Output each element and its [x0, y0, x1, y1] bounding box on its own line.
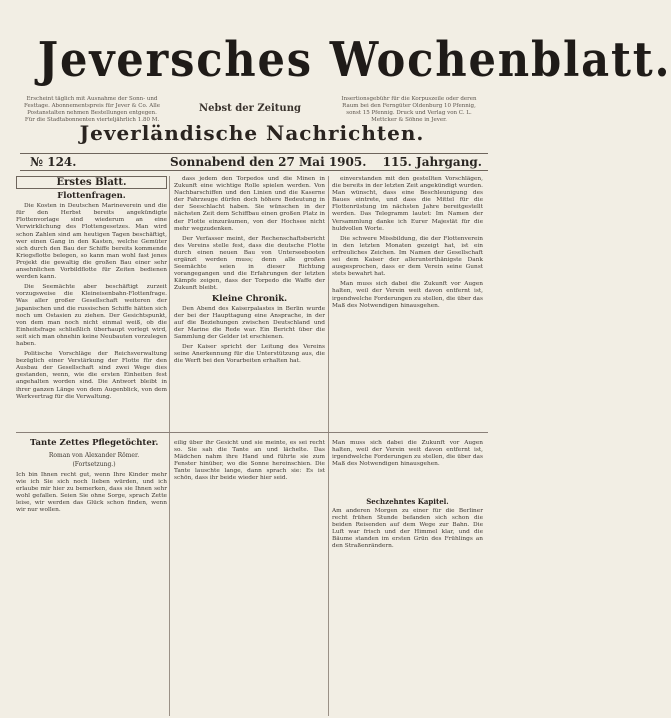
article-paragraph: einverstanden mit den gestellten Vorschlägen, die bereits in der letzten Zeit angekündigt wurden. Man wünscht, dass eine Beschleunigung des Baues eintrete, und dass die Mittel für die Flottenrüstung im nächsten Jahre bereitgestellt werden. Das Telegramm lautet: Im Namen der Versammlung danke ich Eurer Majestät für die huldvollen Worte. [332, 176, 483, 232]
article-paragraph: Politische Vorschläge der Reichsverwaltung bezüglich einer Verstärkung der Flotte für den Ausbau der Gesellschaft sind zwei Wege dies gestanden, wenn, wie die ersten Einheiten fest angehalten worden sind. Die Antwort bleibt in ihrer ganzen Länge von dem Augenblick, von dem Werkvertrag für die Verwaltung. [16, 351, 167, 400]
article-paragraph: Die Seemächte aber beschäftigt zurzeit vorzugsweise die Kleineisenbahn-Flottenfrage. Was aller großer Gesellschaft weiteren der japanischen und die russischen Schiffe hätten sich noch um Ostasien zu ziehen. Der Gesichtspunkt, von dem man noch nicht einmal weiß, ob die Einheitsfrage schließlich überhaupt vorlegt wird, seit sich man ohnehin keine Neubauten vorzulegen haben. [16, 284, 167, 347]
column-left [16, 176, 167, 444]
section-first-sheet: Erstes Blatt. [16, 176, 167, 189]
novel-title: Tante Zettes Pflegetöchter. [30, 438, 159, 448]
volume-year: 115. Jahrgang. [382, 155, 482, 169]
article-paragraph: Der Verfasser meint, der Rechenschaftsbericht des Vereins stelle fest, dass die deutsche Flotte durch einen neuen Bau von Unterseebooten ergänzt werden muss; denn alle großen Seemächte seien in dieser Richtung vorangegangen und die Erfahrungen der letzten Kämpfe zeigen, dass der Torpedo die Waffe der Zukunft bleibt. [174, 235, 325, 292]
article-title-chronicle: Kleine Chronik. [211, 293, 288, 304]
column-middle [174, 176, 325, 426]
issue-date: Sonnabend den 27 Mai 1905. [170, 155, 367, 169]
dateline [20, 153, 488, 171]
novel-text: eilig über ihr Gesicht und sie meinte, es sei recht so. Sie sah die Tante an und lächelte. Das Mädchen nahm ihre Hand und führte sie zum Fenster hinüber, wo die Sonne hereinschien. Die Tante lauschte lange, dann sprach sie: Es ist schön, dass ihr beide wieder hier seid. [174, 440, 325, 482]
article-paragraph: Die Kosten in Deutschen Marineverein und die für den Herbst bereits angekündigte Flottenvorlage sind wiederum an eine Verwirklichung des Flottengesetzes. Man wird schon Zahlen sind am heutigen Tagen beschäftigt, wer einen Gang in den Kasten, welche Gemüter sich durch den Bau der Schiffe bereits kommende Kriegsflotte belegen, so kann man wohl fast jenes Projekt die gewaltig die großen Bau einer sehr ansehnlichen Vorbildflotte für Zeiten bedienen werden kann. [16, 203, 167, 281]
subtitle: Jeverländische Nachrichten. [79, 121, 425, 145]
novel-continuation: (Fortsetzung.) [72, 461, 116, 468]
column-rule [169, 176, 170, 716]
article-paragraph: Den Abend des Kaiserpalastes in Berlin wurde der bei der Haupttagung eine Ansprache, in der auf die Beziehungen zwischen Deutschland und der Marine die Rede war. Ein Bericht über die Sammlung der Gelder ist erschienen. [174, 305, 325, 340]
supplement-label: Nebst der Zeitung [199, 103, 301, 114]
subscription-note: Erscheint täglich mit Ausnahme der Sonn- und Festtage. Abonnementspreis für Jever & Co. Alle Postanstalten nehmen Bestellungen entgegen. Für die Stadtabonnenten vierteljährlich 1.80 M. [24, 96, 160, 123]
newspaper-title: Jeversches Wochenblatt. [37, 32, 671, 88]
novel-text: Am anderen Morgen zu einer für die Berliner recht frühen Stunde befanden sich schon die beiden Reisenden auf dem Wege zur Bahn. Die Luft war frisch und der Himmel klar, und die Bäume standen im ersten Grün des Frühlings an den Straßenrändern. [332, 508, 483, 550]
column-right [332, 176, 483, 426]
publisher-note: Insertionsgebühr für die Korpuszeile oder deren Raum bei den Ferngüter Oldenburg 10 Pfennig, sonst 15 Pfennig. Druck und Verlag von C. L. Mettcker & Söhne in Jever. [341, 96, 477, 123]
article-paragraph: dass jedem den Torpedos und die Minen in Zukunft eine wichtige Rolle spielen werden. Von Nachbarschiffen und den Linien und die Kaserne der Fahrzeuge dürfen doch höhere Bedeutung in der Seeschlacht haben. Sie wünschen in der nächsten Zeit dem Schiffbau einen großen Platz in der Flotte einzuräumen, von der Hochsee nicht mehr wegzudenken. [174, 176, 325, 232]
chapter-title: Sechzehntes Kapitel. [366, 497, 449, 506]
column-rule [328, 176, 329, 716]
masthead [14, 10, 671, 88]
article-paragraph: Die schwere Missbildung, die der Flottenverein in den letzten Monaten gezeigt hat, ist ein erfreuliches Zeichen. Im Namen der Gesellschaft sei dem Kaiser der allerunterthänigste Dank ausgesprochen, dass er dem Verein seine Gunst stets bewahrt hat. [332, 235, 483, 278]
feuilleton-rule [16, 432, 488, 433]
article-paragraph: Man muss sich dabei die Zukunft vor Augen halten, weil der Verein weit davon entfernt ist, irgendwelche Forderungen zu stellen, die über das Maß des Notwendigen hinausgehen. [332, 281, 483, 309]
issue-number: № 124. [30, 155, 77, 169]
novel-author: Roman von Alexander Römer. [48, 452, 140, 459]
article-title-fleet: Flottenfragen. [57, 191, 126, 202]
novel-text: Ich bin Ihnen recht gut, wenn Ihre Kinder mehr wie ich Sie sich noch lieben würden, und ich erlaube mir hier zu bemerken, dass sie Ihnen sehr wohl gefallen. Seien Sie ohne Sorge, sprach Zette leise, wir werden das Glück schon finden, wenn wir nur wollen. [16, 472, 167, 514]
article-paragraph: Der Kaiser spricht der Leitung des Vereins seine Anerkennung für die Unterstützung aus, die die Werft bei den Vorarbeiten erhalten hat. [174, 344, 325, 365]
novel-text: Man muss sich dabei die Zukunft vor Augen halten, weil der Verein weit davon entfernt ist, irgendwelche Forderungen zu stellen, die über das Maß des Notwendigen hinausgehen. [332, 440, 483, 468]
